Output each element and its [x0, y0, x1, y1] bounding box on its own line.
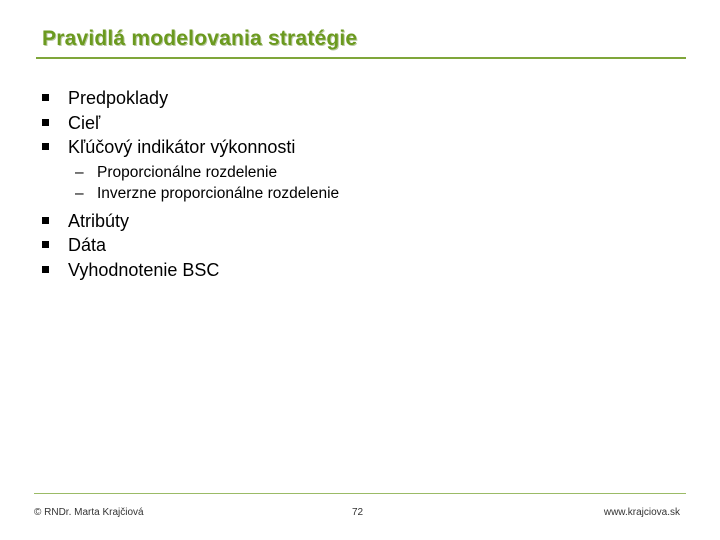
footer-divider — [34, 493, 686, 494]
bullet-item — [40, 135, 680, 160]
sub-bullet-list — [40, 160, 680, 209]
bullet-item — [40, 86, 680, 111]
sub-bullet-label: Proporcionálne rozdelenie — [97, 163, 278, 181]
bullet-list — [40, 86, 680, 282]
dash-bullet-icon: – — [75, 163, 84, 181]
bullet-label: Atribúty — [68, 210, 130, 231]
bullet-item — [40, 233, 680, 258]
title-divider — [36, 57, 686, 59]
bullet-label: Kľúčový indikátor výkonnosti — [68, 137, 296, 157]
sub-bullet-item — [40, 162, 680, 183]
footer-website: www.krajciova.sk — [603, 507, 680, 518]
bullet-label: Dáta — [68, 235, 107, 255]
bullet-item — [40, 209, 680, 234]
page-number: 72 — [352, 507, 364, 518]
square-bullet-icon — [42, 94, 49, 101]
square-bullet-icon — [42, 119, 49, 126]
bullet-label: Predpoklady — [68, 88, 169, 108]
bullet-item — [40, 258, 680, 283]
bullet-label: Vyhodnotenie BSC — [68, 259, 220, 280]
bullet-label: Cieľ — [68, 112, 101, 133]
sub-bullet-label: Inverzne proporcionálne rozdelenie — [97, 184, 340, 202]
square-bullet-icon — [42, 241, 49, 248]
square-bullet-icon — [42, 217, 49, 224]
square-bullet-icon — [42, 143, 49, 150]
dash-bullet-icon: – — [75, 184, 84, 202]
slide-title: Pravidlá modelovania stratégie — [42, 27, 358, 50]
sub-bullet-item — [40, 183, 680, 204]
bullet-item — [40, 111, 680, 136]
square-bullet-icon — [42, 266, 49, 273]
footer-author: © RNDr. Marta Krajčiová — [34, 507, 144, 518]
